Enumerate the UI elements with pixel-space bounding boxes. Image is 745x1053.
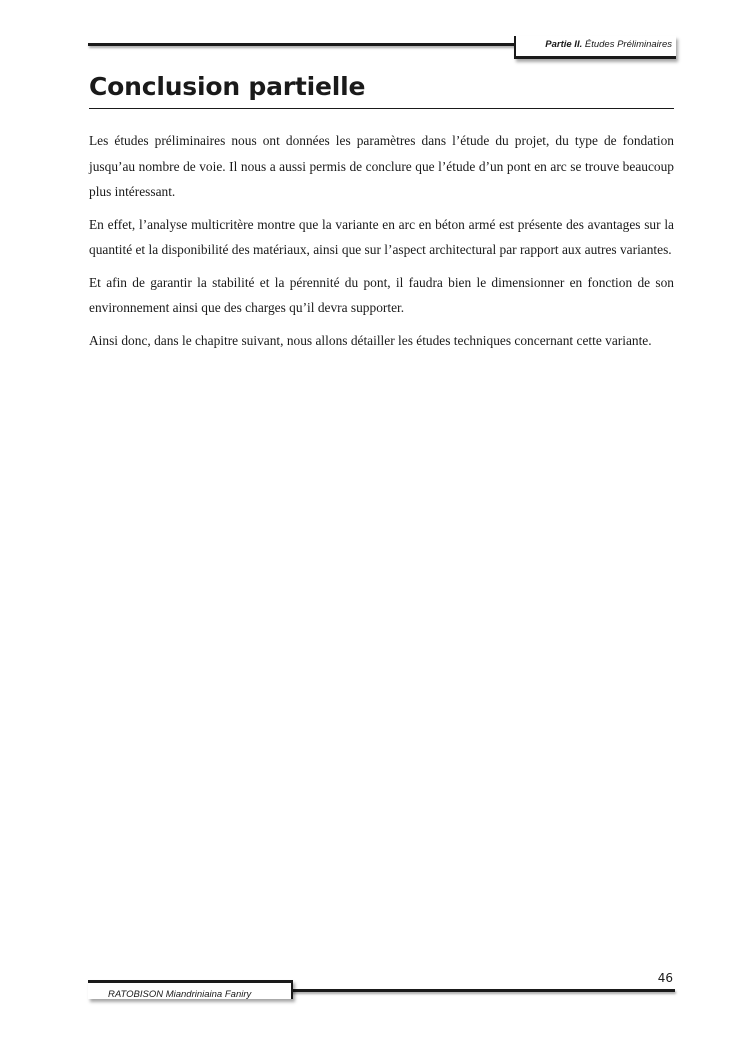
section-title: Conclusion partielle [89, 70, 674, 109]
header-part-subtitle: Études Préliminaires [584, 39, 672, 50]
paragraph-4: Ainsi donc, dans le chapitre suivant, nous allons détailler les études techniques concernant cette variante. [89, 332, 652, 348]
header-part-label: Partie II [545, 39, 580, 50]
header-separator: . [579, 39, 585, 50]
body-text [89, 128, 674, 360]
running-header [545, 39, 672, 50]
paragraph-1: Les études préliminaires nous ont données les paramètres dans l’étude du projet, du type de fondation jusqu’au nombre de voie. Il nous a aussi permis de conclure que l’étude d’un pont en arc se trouve beaucoup plus intéressant. [89, 133, 674, 199]
footer-box [88, 980, 293, 999]
paragraph-2: En effet, l’analyse multicritère montre que la variante en arc en béton armé est présente des avantages sur la quantité et la disponibilité des matériaux, ainsi que sur l’aspect architectural par rapport aux autres variantes. [89, 216, 674, 257]
footer-rule [290, 989, 675, 992]
page-number: 46 [657, 971, 673, 985]
header-rule [88, 43, 516, 46]
paragraph-3: Et afin de garantir la stabilité et la pérennité du pont, il faudra bien le dimensionner en fonction de son environnement ainsi que des charges qu’il devra supporter. [89, 274, 674, 315]
header-box [514, 36, 676, 59]
footer-author: RATOBISON Miandriniaina Faniry [108, 989, 252, 1000]
